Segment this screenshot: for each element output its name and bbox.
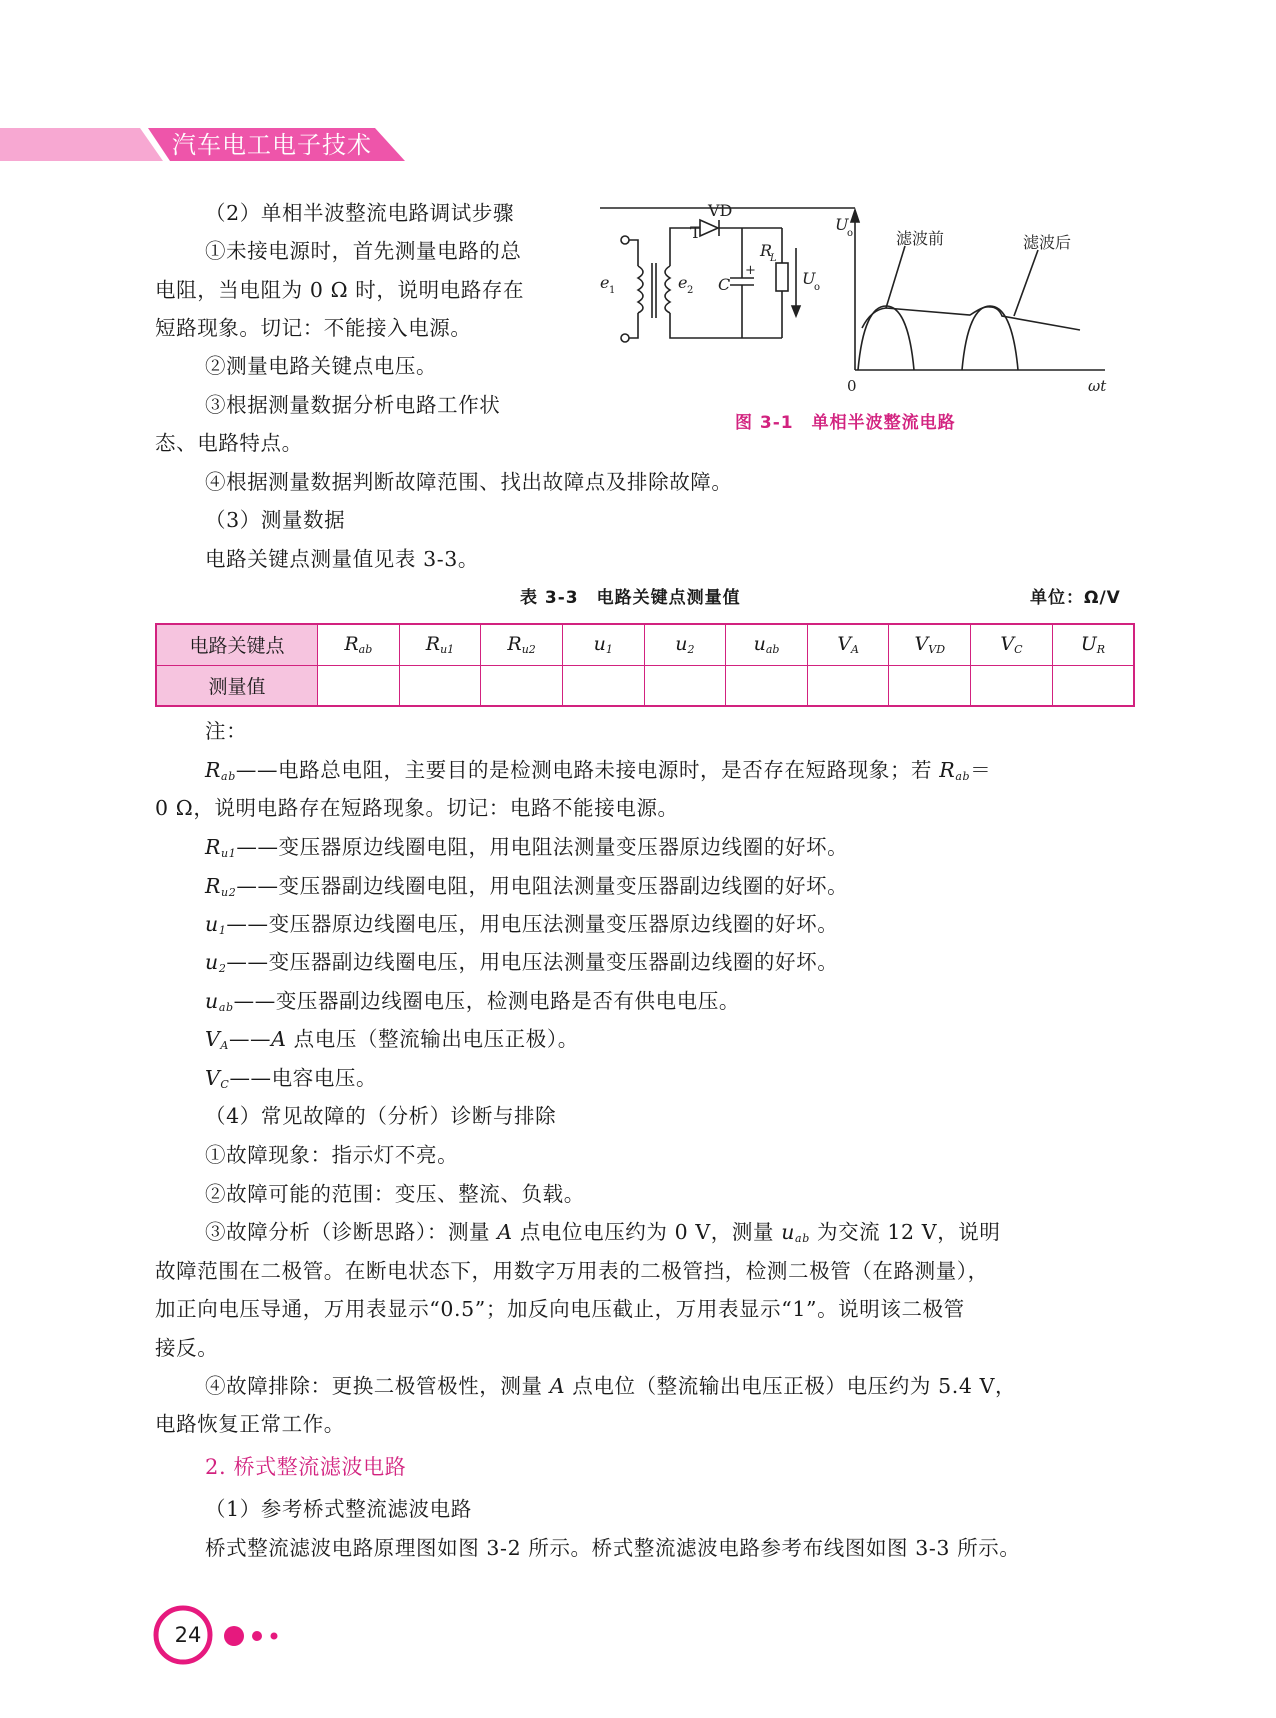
- table-cell: [481, 665, 563, 706]
- step2: ②测量电路关键点电压。: [205, 354, 438, 378]
- label-VD: VD: [708, 201, 733, 220]
- table-cell: [726, 665, 808, 706]
- step1-line1: ①未接电源时，首先测量电路的总: [205, 239, 522, 263]
- label-before-filter: 滤波前: [896, 229, 945, 248]
- measurement-table: [155, 623, 1135, 707]
- table-cell: [889, 665, 971, 706]
- col-header: $u_{ab}$: [726, 624, 808, 665]
- col-header: $R_{u2}$: [481, 624, 563, 665]
- label-e2: e: [678, 273, 688, 292]
- note-u2: $u_2——$变压器副边线圈电压，用电压法测量变压器副边线圈的好坏。: [205, 950, 839, 975]
- label-e1: e: [600, 273, 610, 292]
- notes-label: 注：: [205, 719, 248, 743]
- table-cell: [562, 665, 644, 706]
- label-zero: 0: [847, 377, 857, 395]
- table-cell: [1052, 665, 1134, 706]
- note-vc: $V_C——$电容电压。: [205, 1066, 378, 1091]
- table-cell: [971, 665, 1053, 706]
- note-rab-line2: 0 Ω，说明电路存在短路现象。切记：电路不能接电源。: [155, 796, 679, 820]
- col-header: $R_{u1}$: [399, 624, 481, 665]
- col-header: $u_1$: [562, 624, 644, 665]
- table-unit: 单位：Ω/V: [1030, 588, 1121, 608]
- table-title: 表 3-3 电路关键点测量值: [520, 588, 741, 608]
- row-header-keypoint: 电路关键点: [156, 624, 318, 665]
- fault-fix-line2: 电路恢复正常工作。: [155, 1412, 345, 1436]
- label-plus: +: [745, 263, 756, 278]
- step-section-title: （2）单相半波整流电路调试步骤: [205, 201, 515, 225]
- label-R: R: [760, 241, 773, 260]
- step3-line1: ③根据测量数据分析电路工作状: [205, 393, 501, 417]
- step3-line2: 态、电路特点。: [155, 431, 303, 455]
- fault-range: ②故障可能的范围：变压、整流、负载。: [205, 1182, 585, 1206]
- fault-title: （4）常见故障的（分析）诊断与排除: [205, 1104, 557, 1128]
- fault-analysis-line3: 加正向电压导通，万用表显示“0.5”；加反向电压截止，万用表显示“1”。说明该二极管: [155, 1297, 965, 1321]
- table-cell: [399, 665, 481, 706]
- label-Uo-sub: o: [814, 282, 821, 293]
- label-Uo: U: [802, 269, 816, 288]
- figure-caption: 图 3-1 单相半波整流电路: [735, 413, 956, 433]
- label-axis-Uo: U: [835, 215, 849, 234]
- note-rab: $R_{ab}——$电路总电阻，主要目的是检测电路未接电源时，是否存在短路现象；若 $R_{ab}=$: [205, 758, 992, 783]
- col-header: $V_{VD}$: [889, 624, 971, 665]
- circuit-diagram: [621, 220, 800, 342]
- step1-line2: 电阻，当电阻为 0 Ω 时，说明电路存在: [155, 278, 525, 302]
- table-cell: [807, 665, 889, 706]
- measure-text: 电路关键点测量值见表 3-3。: [205, 547, 480, 571]
- fault-analysis-line1: ③故障分析（诊断思路）：测量 A 点电位电压约为 0 V，测量 $u_{ab}$ 为交流 12 V，说明: [205, 1220, 1001, 1245]
- col-header: $V_A$: [807, 624, 889, 665]
- label-axis-Uo-sub: o: [847, 228, 854, 239]
- fault-fix-line1: ④故障排除：更换二极管极性，测量 A 点电位（整流输出电压正极）电压约为 5.4 V，: [205, 1374, 1017, 1398]
- fault-analysis-line2: 故障范围在二极管。在断电状态下，用数字万用表的二极管挡，检测二极管（在路测量），: [155, 1259, 989, 1283]
- label-T: T: [690, 223, 701, 242]
- note-ru1: $R_{u1}——$变压器原边线圈电阻，用电阻法测量变压器原边线圈的好坏。: [205, 835, 849, 860]
- header-title: 汽车电工电子技术: [172, 131, 372, 159]
- note-ru2: $R_{u2}——$变压器副边线圈电阻，用电阻法测量变压器副边线圈的好坏。: [205, 874, 849, 899]
- label-after-filter: 滤波后: [1023, 233, 1072, 252]
- step1-line3: 短路现象。切记：不能接入电源。: [155, 316, 472, 340]
- section2-subtitle: （1）参考桥式整流滤波电路: [205, 1497, 472, 1521]
- table-cell: [318, 665, 400, 706]
- col-header: $u_2$: [644, 624, 726, 665]
- table-value-row: [156, 665, 1134, 706]
- col-header: $R_{ab}$: [318, 624, 400, 665]
- measure-title: （3）测量数据: [205, 508, 346, 532]
- label-C: C: [718, 275, 731, 294]
- page-number: 24: [174, 1623, 202, 1647]
- figure-3-1: [600, 201, 1120, 395]
- col-header: $V_C$: [971, 624, 1053, 665]
- fault-phenomenon: ①故障现象：指示灯不亮。: [205, 1143, 459, 1167]
- table-cell: [644, 665, 726, 706]
- col-header: $U_R$: [1052, 624, 1134, 665]
- step4: ④根据测量数据判断故障范围、找出故障点及排除故障。: [205, 470, 733, 494]
- note-u1: $u_1——$变压器原边线圈电压，用电压法测量变压器原边线圈的好坏。: [205, 912, 839, 937]
- note-uab: $u_{ab}——$变压器副边线圈电压，检测电路是否有供电电压。: [205, 989, 741, 1014]
- label-R-sub: L: [770, 253, 777, 264]
- section2-heading: 2. 桥式整流滤波电路: [205, 1455, 407, 1479]
- label-e1-sub: 1: [609, 285, 616, 296]
- row-header-value: 测量值: [156, 665, 318, 706]
- note-va: $V_A——A$ 点电压（整流输出电压正极）。: [205, 1027, 579, 1052]
- label-wt: ωt: [1088, 377, 1107, 395]
- label-e2-sub: 2: [687, 285, 694, 296]
- table-header-row: [156, 624, 1134, 665]
- section2-text: 桥式整流滤波电路原理图如图 3-2 所示。桥式整流滤波电路参考布线图如图 3-3 所示。: [205, 1536, 1021, 1560]
- fault-analysis-line4: 接反。: [155, 1336, 219, 1360]
